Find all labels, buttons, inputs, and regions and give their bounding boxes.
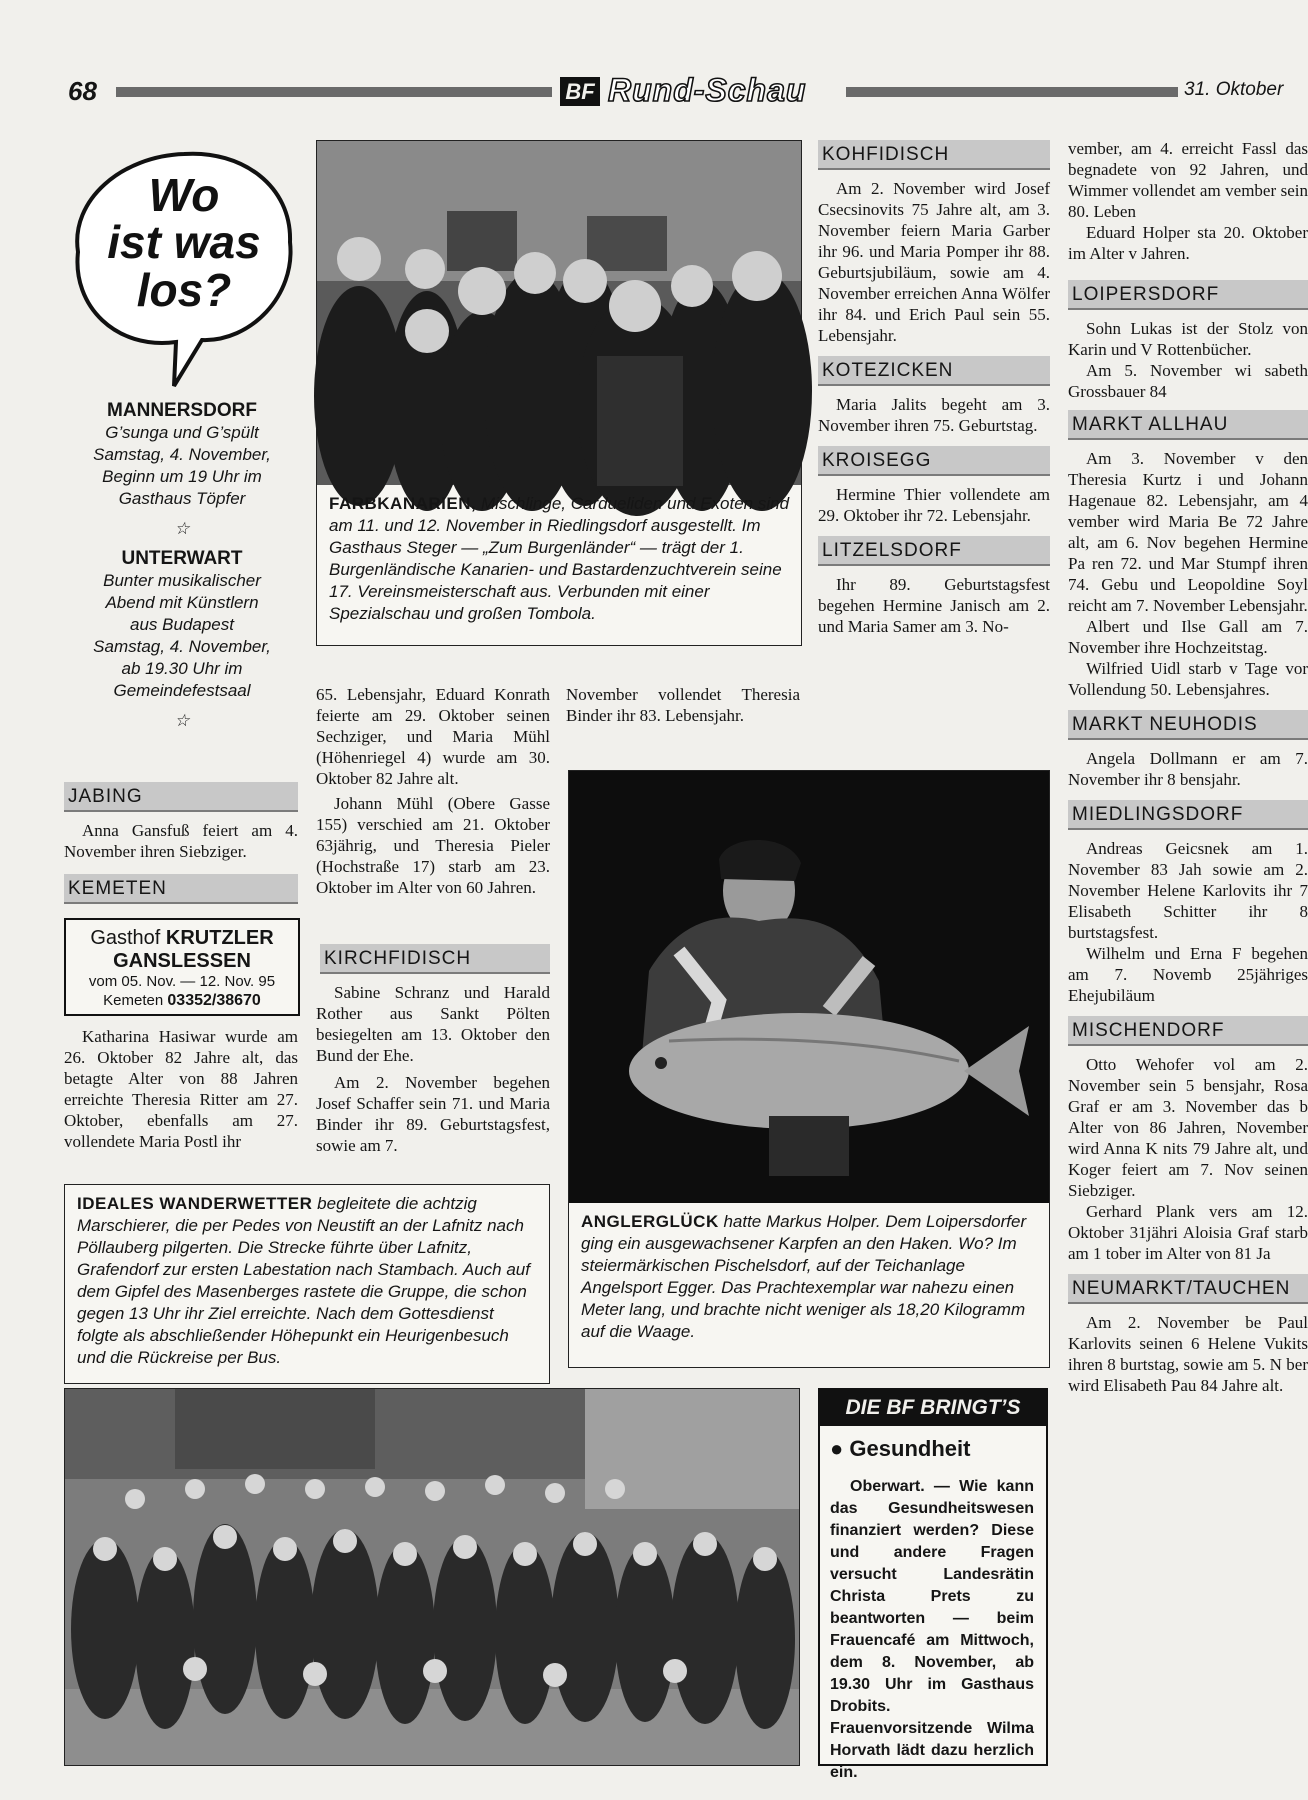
section-head-label: JABING [68,786,143,807]
section-head-miedlingsdorf [1068,800,1308,830]
paragraph: Am 5. November wi sabeth Grossbauer 84 [1068,361,1308,401]
paragraph: vember, am 4. erreicht Fassl das begnadete von 92 Jahren, und Wimmer vollendet am vember sein 80. Leben [1068,139,1308,221]
caption-bold: IDEALES WANDERWETTER [77,1194,313,1213]
section-kotezicken [818,356,1050,436]
event-line: ab 19.30 Uhr im [121,659,243,678]
star-icon: ☆ [174,711,190,730]
paragraph: Johann Mühl (Obere Gasse 155) verschied am 21. Oktober 63jährig, und Theresia Pieler (Hochstraße 17) starb am 23. Oktober im Alter von 60 Jahren. [316,794,550,897]
paragraph: Hermine Thier vollendete am 29. Oktober ihr 72. Lebensjahr. [818,485,1050,525]
event-line: Samstag, 4. November, [93,445,271,464]
bubble-line-2: ist was [107,216,261,268]
event-line: aus Budapest [130,615,234,634]
star-icon: ☆ [174,519,190,538]
section-head-kroisegg [818,446,1050,476]
event-listing [62,400,302,732]
column-3 [818,140,1050,637]
event-unterwart [62,548,302,702]
event-line: Abend mit Künstlern [105,593,259,612]
section-head-loipersdorf [1068,280,1308,310]
section-head-label: KROISEGG [822,450,932,471]
section-kohfidisch [818,140,1050,346]
event-line: Samstag, 4. November, [93,637,271,656]
paragraph: Katharina Hasiwar wurde am 26. Oktober 82 Jahre alt, das betagte Alter von 88 Jahren erreichte Theresia Ritter am 27. Oktober, ebenfalls am 27. vollendete Maria Postl ihr [64,1027,298,1151]
event-place: UNTERWART [121,548,243,569]
header-date: 31. Oktober [1184,79,1284,100]
section-head-label: MARKT ALLHAU [1072,414,1229,435]
section-litzelsdorf [818,536,1050,637]
paragraph: Albert und Ilse Gall am 7. November ihre Hochzeitstag. [1068,617,1308,657]
paragraph: Wilhelm und Erna F begehen am 7. Novemb 25jähriges Ehejubiläum [1068,944,1308,1005]
caption-bold: ANGLERGLÜCK [581,1212,719,1231]
ad-text: Kemeten [103,992,164,1009]
event-mannersdorf [62,400,302,510]
section-kroisegg [818,446,1050,526]
photo-angler-box [568,770,1050,1368]
caption-text: Mischlinge, Cardueliden und Exoten sind am 11. und 12. November in Riedlingsdorf ausgestellt. Im Gasthaus Steger — „Zum Burgenländer“ — trägt der 1. Burgenländische Kanarien- und Bastardenzuchtverein seine 17. Vereinsmeisterschaft aus. Verbunden mit einer Spezialschau und großen Tombola. [329,494,790,623]
section-head-label: LITZELSDORF [822,540,962,561]
section-head-markt-allhau [1068,410,1308,440]
section-head-kirchfidisch [320,944,550,974]
logo-abbr: BF [560,77,600,106]
photo-angler [569,771,1049,1203]
jabing-text [64,820,298,862]
section-head-label: KIRCHFIDISCH [324,948,472,969]
paragraph: Andreas Geicsnek am 1. November 83 Jah sowie am 2. November Helene Karlovits ihr 7 Elisabeth Schitter ihr 8 burtstagsfest. [1068,839,1308,942]
paragraph: Sabine Schranz und Harald Rother aus Sankt Pölten besiegelten am 13. Oktober den Bund der Ehe. [316,983,550,1065]
page-number: 68 [68,76,97,106]
section-head-label: MARKT NEUHODIS [1072,714,1258,735]
paragraph: 65. Lebensjahr, Eduard Konrath feierte am 29. Oktober seinen Sechziger, und Maria Mühl (Höhenriegel 4) wurde am 30. Oktober 82 Jahre alt. [316,685,550,788]
paragraph: Am 2. November wird Josef Csecsinovits 75 Jahre alt, am 3. November feiern Maria Garber ihr 96. und Maria Pomper ihr 88. Geburtsjubiläum, sowie am 4. November erreichen Anna Wölfer ihr 84. und Erich Paul sein 55. Lebensjahr. [818,179,1050,345]
paragraph: Am 2. November be Paul Karlovits seinen 6 Helene Vukits ihren 8 burtstag, sowie am 5. N ber wird Elisabeth Pau 84 Jahre alt. [1068,1313,1308,1395]
section-head-jabing [64,782,298,812]
section-head-mischendorf [1068,1016,1308,1046]
ad-phone: 03352/38670 [167,992,261,1009]
photo-caption [329,493,791,625]
section-head-kemeten [64,874,298,904]
bf-box-text: Oberwart. — Wie kann das Gesundheitswesen finanziert werden? Diese und andere Fragen versucht Landesrätin Christa Prets zu beantworten — beim Frauencafé am Mittwoch, dem 8. November, ab 19.30 Uhr im Gasthaus Drobits. Frauenvorsitzende Wilma Horvath lädt dazu herzlich ein. [830,1478,1034,1781]
paragraph: Otto Wehofer vol am 2. November sein 5 bensjahr, Rosa Graf er am 3. November das b Alter von 86 Jahren, November wird Anna K nits 79 Jahre alt, und Koger feiert am 7. Nov seinen Siebziger. [1068,1055,1308,1200]
carp-fish-photo-icon [569,771,1049,1203]
page-header [62,72,1284,108]
section-head-label: KOHFIDISCH [822,144,950,165]
event-place: MANNERSDORF [107,400,257,421]
photo-wandergruppe [64,1388,800,1766]
caption-text: hatte Markus Holper. Dem Loipersdorfer ging ein ausgewachsener Karpfen an den Haken. Wo? Im steiermärkischen Pischelsdorf, auf der Teichanlage Angelsport Egger. Das Prachtexemplar war nahezu einen Meter lang, und brachte nicht weniger als 18,20 Kilogramm auf die Waage. [581,1212,1027,1341]
section-head-label: NEUMARKT/TAUCHEN [1072,1278,1291,1299]
event-line: Bunter musikalischer [103,571,261,590]
paragraph: Angela Dollmann er am 7. November ihr 8 bensjahr. [1068,749,1308,789]
ad-gasthof-krutzler [64,918,300,1016]
bf-box-subtitle: Gesundheit [849,1436,971,1461]
paragraph: Eduard Holper sta 20. Oktober im Alter v Jahren. [1068,223,1308,263]
paragraph: Anna Gansfuß feiert am 4. November ihren Siebziger. [64,821,298,861]
column-mid-2 [316,982,550,1156]
photo-caption [581,1211,1037,1343]
photo-canary-box [316,140,802,646]
section-head-litzelsdorf [818,536,1050,566]
paragraph: Ihr 89. Geburtstagsfest begehen Hermine Janisch am 2. und Maria Samer am 3. No- [818,575,1050,636]
ad-dates: vom 05. Nov. — 12. Nov. 95 [88,973,276,990]
ad-title: GANSLESSEN [113,950,251,972]
section-head-markt-neuhodis [1068,710,1308,740]
header-rule-left [116,87,552,97]
bubble-line-3: los? [136,264,232,316]
event-line: Beginn um 19 Uhr im [102,467,262,486]
column-4 [1068,138,1308,1778]
paragraph: Am 2. November begehen Josef Schaffer sein 71. und Maria Binder ihr 89. Geburtstagsfest, sowie am 7. [316,1073,550,1155]
bf-bringts-box [818,1388,1048,1781]
column-mid-b [566,684,800,726]
caption-text: begleitete die achtzig Marschierer, die per Pedes von Neustift an der Lafnitz nach Pöllauberg pilgerten. Die Strecke führte über Lafnitz, Grafendorf zur ersten Labestation nach Stambach. Auch auf dem Gipfel des Masenberges rastete die Gruppe, die schon gegen 13 Uhr ihr Ziel erreichte. Nach dem Gottesdienst folgte als abschließender Höhepunkt ein Heurigenbesuch und die Rückreise per Bus. [77,1194,530,1367]
section-head-label: MISCHENDORF [1072,1020,1225,1041]
column-mid [316,684,550,898]
section-head-label: MIEDLINGSDORF [1072,804,1244,825]
speech-bubble [64,146,304,391]
ad-text: KRUTZLER [165,927,274,949]
ad-text: Gasthof [90,927,161,949]
kemeten-text [64,1026,298,1152]
bullet-icon: ● [830,1436,844,1461]
event-line: G’sunga und G’spült [105,423,259,442]
caption-bold: FARBKANARIEN, [329,494,477,513]
section-head-kohfidisch [818,140,1050,170]
logo-title: Rund-Schau [608,72,807,108]
section-head-kotezicken [818,356,1050,386]
paragraph: Maria Jalits begeht am 3. November ihren 75. Geburtstag. [818,395,1050,435]
paragraph: Sohn Lukas ist der Stolz von Karin und V Rottenbücher. [1068,319,1308,359]
event-line: Gasthaus Töpfer [118,489,246,508]
paragraph: Am 3. November v den Theresia Kurtz i und Johann Hagenaue 82. Lebensjahr, am 4 vember wird Maria Be 72 Jahre alt, am 6. Nov begehen Hermine Pa ren 72. und Mar Stumpf ihren 74. Gebu und Leopoldine Soyl reicht am 7. November Lebensjahr. [1068,449,1308,615]
photo-canary-club [317,141,801,485]
section-head-label: KEMETEN [68,878,167,899]
header-rule-right [846,87,1178,97]
group-photo-icon [317,141,801,485]
hiking-group-photo-icon [65,1389,799,1765]
wander-caption-box [64,1184,550,1384]
paragraph: Wilfried Uidl starb v Tage vor Vollendung 50. Lebensjahres. [1068,659,1308,699]
event-line: Gemeindefestsaal [113,681,251,700]
paragraph: November vollendet Theresia Binder ihr 83. Lebensjahr. [566,685,800,725]
paragraph: Gerhard Plank vers am 12. Oktober 31jähri Aloisia Graf starb am 1 tober im Alter von 81 Ja [1068,1202,1308,1263]
section-head-neumarkt-tauchen [1068,1274,1308,1304]
section-head-label: LOIPERSDORF [1072,284,1220,305]
section-head-label: KOTEZICKEN [822,360,954,381]
bf-box-title: DIE BF BRINGT’S [820,1390,1046,1426]
bubble-line-1: Wo [148,169,220,221]
